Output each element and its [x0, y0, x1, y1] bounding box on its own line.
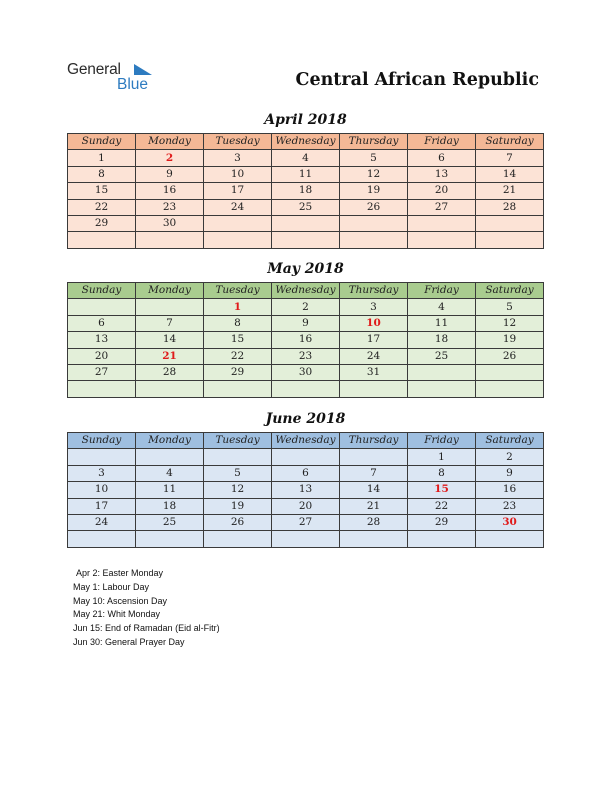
day-cell [136, 381, 204, 397]
day-cell [408, 531, 476, 547]
day-cell: 2 [476, 449, 544, 465]
day-cell: 23 [476, 498, 544, 514]
week-row [68, 166, 544, 182]
day-cell [408, 364, 476, 380]
week-row [68, 183, 544, 199]
day-cell [204, 449, 272, 465]
day-cell: 15 [204, 332, 272, 348]
day-cell: 23 [136, 199, 204, 215]
day-cell: 31 [340, 364, 408, 380]
day-cell: 5 [204, 465, 272, 481]
day-cell: 15 [68, 183, 136, 199]
week-row [68, 199, 544, 215]
weekday-header: Sunday [68, 134, 136, 150]
day-cell [68, 299, 136, 315]
day-cell: 17 [340, 332, 408, 348]
day-cell: 19 [340, 183, 408, 199]
day-cell: 30 [272, 364, 340, 380]
week-row [68, 498, 544, 514]
week-row [68, 332, 544, 348]
week-row [68, 465, 544, 481]
day-cell: 8 [408, 465, 476, 481]
calendar-april [67, 133, 544, 249]
week-row [68, 531, 544, 547]
weekday-header: Saturday [476, 283, 544, 299]
weekday-header: Friday [408, 134, 476, 150]
day-cell: 7 [340, 465, 408, 481]
day-cell: 23 [272, 348, 340, 364]
day-cell [68, 449, 136, 465]
day-cell: 30 [136, 215, 204, 231]
day-cell: 4 [272, 150, 340, 166]
day-cell [136, 449, 204, 465]
day-cell: 11 [136, 482, 204, 498]
day-cell: 29 [204, 364, 272, 380]
day-cell: 21 [476, 183, 544, 199]
day-cell [68, 381, 136, 397]
day-cell: 24 [340, 348, 408, 364]
day-cell: 19 [204, 498, 272, 514]
day-cell: 16 [272, 332, 340, 348]
day-cell [204, 531, 272, 547]
weekday-header: Wednesday [272, 433, 340, 449]
day-cell [68, 531, 136, 547]
day-cell [408, 215, 476, 231]
weekday-header: Wednesday [272, 134, 340, 150]
holiday-day-cell: 15 [408, 482, 476, 498]
holiday-item: Apr 2: Easter Monday [76, 568, 164, 578]
day-cell: 2 [272, 299, 340, 315]
day-cell: 16 [476, 482, 544, 498]
day-cell: 6 [272, 465, 340, 481]
holiday-item: May 10: Ascension Day [73, 595, 168, 606]
day-cell: 12 [340, 166, 408, 182]
calendar-body [68, 150, 544, 248]
day-cell [476, 215, 544, 231]
day-cell: 5 [476, 299, 544, 315]
day-cell: 25 [408, 348, 476, 364]
day-cell [340, 381, 408, 397]
day-cell: 7 [476, 150, 544, 166]
weekday-header: Saturday [476, 433, 544, 449]
weekday-header: Thursday [340, 134, 408, 150]
calendar-body [68, 299, 544, 397]
calendar-june [67, 432, 544, 548]
day-cell: 25 [136, 514, 204, 530]
day-cell: 10 [204, 166, 272, 182]
weekday-header: Thursday [340, 283, 408, 299]
day-cell [408, 381, 476, 397]
day-cell: 20 [408, 183, 476, 199]
week-row [68, 381, 544, 397]
day-cell: 26 [340, 199, 408, 215]
day-cell: 24 [204, 199, 272, 215]
day-cell: 27 [68, 364, 136, 380]
day-cell: 1 [408, 449, 476, 465]
day-cell: 14 [340, 482, 408, 498]
logo [67, 61, 167, 95]
week-row [68, 348, 544, 364]
day-cell [136, 232, 204, 248]
holiday-item: May 1: Labour Day [73, 581, 150, 592]
holiday-day-cell: 10 [340, 315, 408, 331]
day-cell: 3 [68, 465, 136, 481]
day-cell: 12 [476, 315, 544, 331]
day-cell [476, 531, 544, 547]
month-title-april: April 2018 [264, 112, 347, 128]
day-cell: 28 [136, 364, 204, 380]
day-cell: 27 [408, 199, 476, 215]
day-cell: 22 [68, 199, 136, 215]
holiday-day-cell: 21 [136, 348, 204, 364]
day-cell: 18 [136, 498, 204, 514]
day-cell: 26 [204, 514, 272, 530]
day-cell [272, 232, 340, 248]
day-cell: 1 [68, 150, 136, 166]
weekday-header: Wednesday [272, 283, 340, 299]
logo-text-blue: Blue [117, 76, 149, 93]
day-cell: 11 [272, 166, 340, 182]
logo-text-general: General [67, 61, 121, 78]
day-cell [272, 449, 340, 465]
day-cell [408, 232, 476, 248]
day-cell [340, 232, 408, 248]
weekday-header: Friday [408, 283, 476, 299]
day-cell [136, 531, 204, 547]
day-cell: 26 [476, 348, 544, 364]
holiday-list [73, 567, 220, 650]
day-cell: 22 [204, 348, 272, 364]
weekday-header-row [68, 283, 544, 299]
day-cell: 11 [408, 315, 476, 331]
weekday-header: Monday [136, 283, 204, 299]
holiday-item: Jun 15: End of Ramadan (Eid al-Fitr) [73, 623, 220, 634]
week-row [68, 482, 544, 498]
day-cell: 18 [408, 332, 476, 348]
country-title: Central African Republic [295, 70, 539, 90]
day-cell: 12 [204, 482, 272, 498]
day-cell: 8 [68, 166, 136, 182]
day-cell: 4 [408, 299, 476, 315]
day-cell: 20 [272, 498, 340, 514]
week-row [68, 232, 544, 248]
day-cell: 6 [68, 315, 136, 331]
day-cell: 5 [340, 150, 408, 166]
week-row [68, 299, 544, 315]
day-cell [476, 232, 544, 248]
day-cell: 21 [340, 498, 408, 514]
day-cell: 4 [136, 465, 204, 481]
day-cell: 14 [136, 332, 204, 348]
weekday-header: Monday [136, 134, 204, 150]
day-cell: 13 [68, 332, 136, 348]
day-cell: 8 [204, 315, 272, 331]
calendar-body [68, 449, 544, 547]
day-cell: 22 [408, 498, 476, 514]
weekday-header-row [68, 433, 544, 449]
day-cell: 20 [68, 348, 136, 364]
week-row [68, 449, 544, 465]
weekday-header: Tuesday [204, 283, 272, 299]
week-row [68, 150, 544, 166]
day-cell: 28 [340, 514, 408, 530]
weekday-header: Saturday [476, 134, 544, 150]
holiday-item: Jun 30: General Prayer Day [73, 636, 185, 647]
day-cell: 9 [476, 465, 544, 481]
holiday-day-cell: 30 [476, 514, 544, 530]
day-cell [272, 381, 340, 397]
day-cell [136, 299, 204, 315]
day-cell: 28 [476, 199, 544, 215]
day-cell: 9 [136, 166, 204, 182]
day-cell: 18 [272, 183, 340, 199]
day-cell: 3 [204, 150, 272, 166]
day-cell [476, 364, 544, 380]
day-cell: 16 [136, 183, 204, 199]
holiday-item: May 21: Whit Monday [73, 609, 161, 620]
day-cell: 19 [476, 332, 544, 348]
weekday-header: Tuesday [204, 433, 272, 449]
weekday-header: Tuesday [204, 134, 272, 150]
day-cell: 25 [272, 199, 340, 215]
day-cell: 3 [340, 299, 408, 315]
day-cell: 10 [68, 482, 136, 498]
day-cell: 29 [68, 215, 136, 231]
day-cell [340, 531, 408, 547]
day-cell: 7 [136, 315, 204, 331]
weekday-header: Sunday [68, 433, 136, 449]
day-cell: 27 [272, 514, 340, 530]
weekday-header: Sunday [68, 283, 136, 299]
week-row [68, 364, 544, 380]
day-cell: 9 [272, 315, 340, 331]
weekday-header-row [68, 134, 544, 150]
month-title-may: May 2018 [267, 261, 344, 277]
day-cell [476, 381, 544, 397]
week-row [68, 215, 544, 231]
day-cell [272, 215, 340, 231]
month-title-june: June 2018 [265, 411, 346, 427]
week-row [68, 315, 544, 331]
day-cell: 24 [68, 514, 136, 530]
day-cell: 29 [408, 514, 476, 530]
day-cell [204, 215, 272, 231]
day-cell: 17 [68, 498, 136, 514]
calendar-may [67, 282, 544, 398]
day-cell: 14 [476, 166, 544, 182]
weekday-header: Friday [408, 433, 476, 449]
day-cell: 17 [204, 183, 272, 199]
day-cell: 13 [272, 482, 340, 498]
day-cell [204, 232, 272, 248]
week-row [68, 514, 544, 530]
day-cell [204, 381, 272, 397]
weekday-header: Thursday [340, 433, 408, 449]
weekday-header: Monday [136, 433, 204, 449]
day-cell [272, 531, 340, 547]
holiday-day-cell: 1 [204, 299, 272, 315]
day-cell [340, 215, 408, 231]
day-cell [68, 232, 136, 248]
holiday-day-cell: 2 [136, 150, 204, 166]
day-cell: 6 [408, 150, 476, 166]
day-cell: 13 [408, 166, 476, 182]
day-cell [340, 449, 408, 465]
